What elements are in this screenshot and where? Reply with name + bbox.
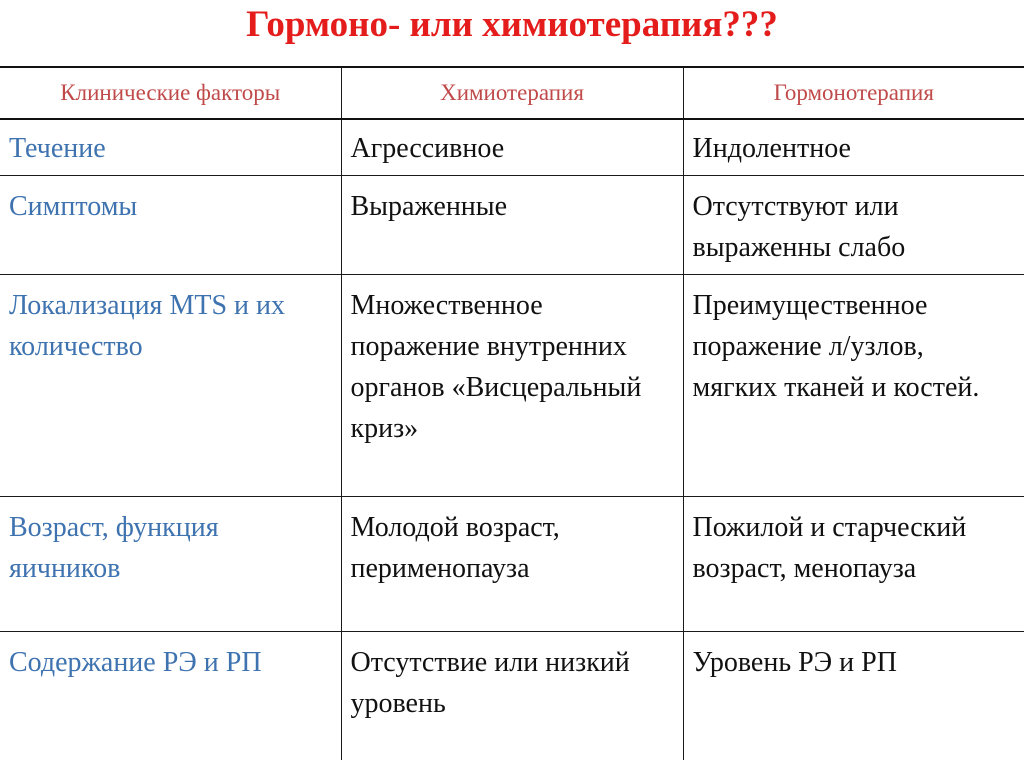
table-row	[0, 119, 1024, 176]
row-factor: Течение	[0, 119, 341, 176]
row-chemo-value: Отсутствие или низкий уровень	[341, 632, 683, 761]
table-row	[0, 632, 1024, 761]
row-hormone-value: Пожилой и старческий возраст, менопауза	[683, 497, 1024, 632]
header-chemotherapy: Химиотерапия	[341, 67, 683, 119]
row-chemo-value: Множественное поражение внутренних органов «Висцеральный криз»	[341, 275, 683, 497]
row-hormone-value: Уровень РЭ и РП	[683, 632, 1024, 761]
row-hormone-value: Индолентное	[683, 119, 1024, 176]
row-factor: Локализация MTS и их количество	[0, 275, 341, 497]
header-hormone-therapy: Гормонотерапия	[683, 67, 1024, 119]
table-row	[0, 176, 1024, 275]
comparison-table	[0, 66, 1024, 760]
table-row	[0, 275, 1024, 497]
row-hormone-value: Преимущественное поражение л/узлов, мягких тканей и костей.	[683, 275, 1024, 497]
table-header-row	[0, 67, 1024, 119]
row-factor: Возраст, функция яичников	[0, 497, 341, 632]
row-hormone-value: Отсутствуют или выраженны слабо	[683, 176, 1024, 275]
slide-title: Гормоно- или химиотерапия???	[246, 4, 778, 45]
row-factor: Симптомы	[0, 176, 341, 275]
header-clinical-factors: Клинические факторы	[0, 67, 341, 119]
row-chemo-value: Агрессивное	[341, 119, 683, 176]
row-chemo-value: Молодой возраст, перименопауза	[341, 497, 683, 632]
row-chemo-value: Выраженные	[341, 176, 683, 275]
row-factor: Содержание РЭ и РП	[0, 632, 341, 761]
table-row	[0, 497, 1024, 632]
